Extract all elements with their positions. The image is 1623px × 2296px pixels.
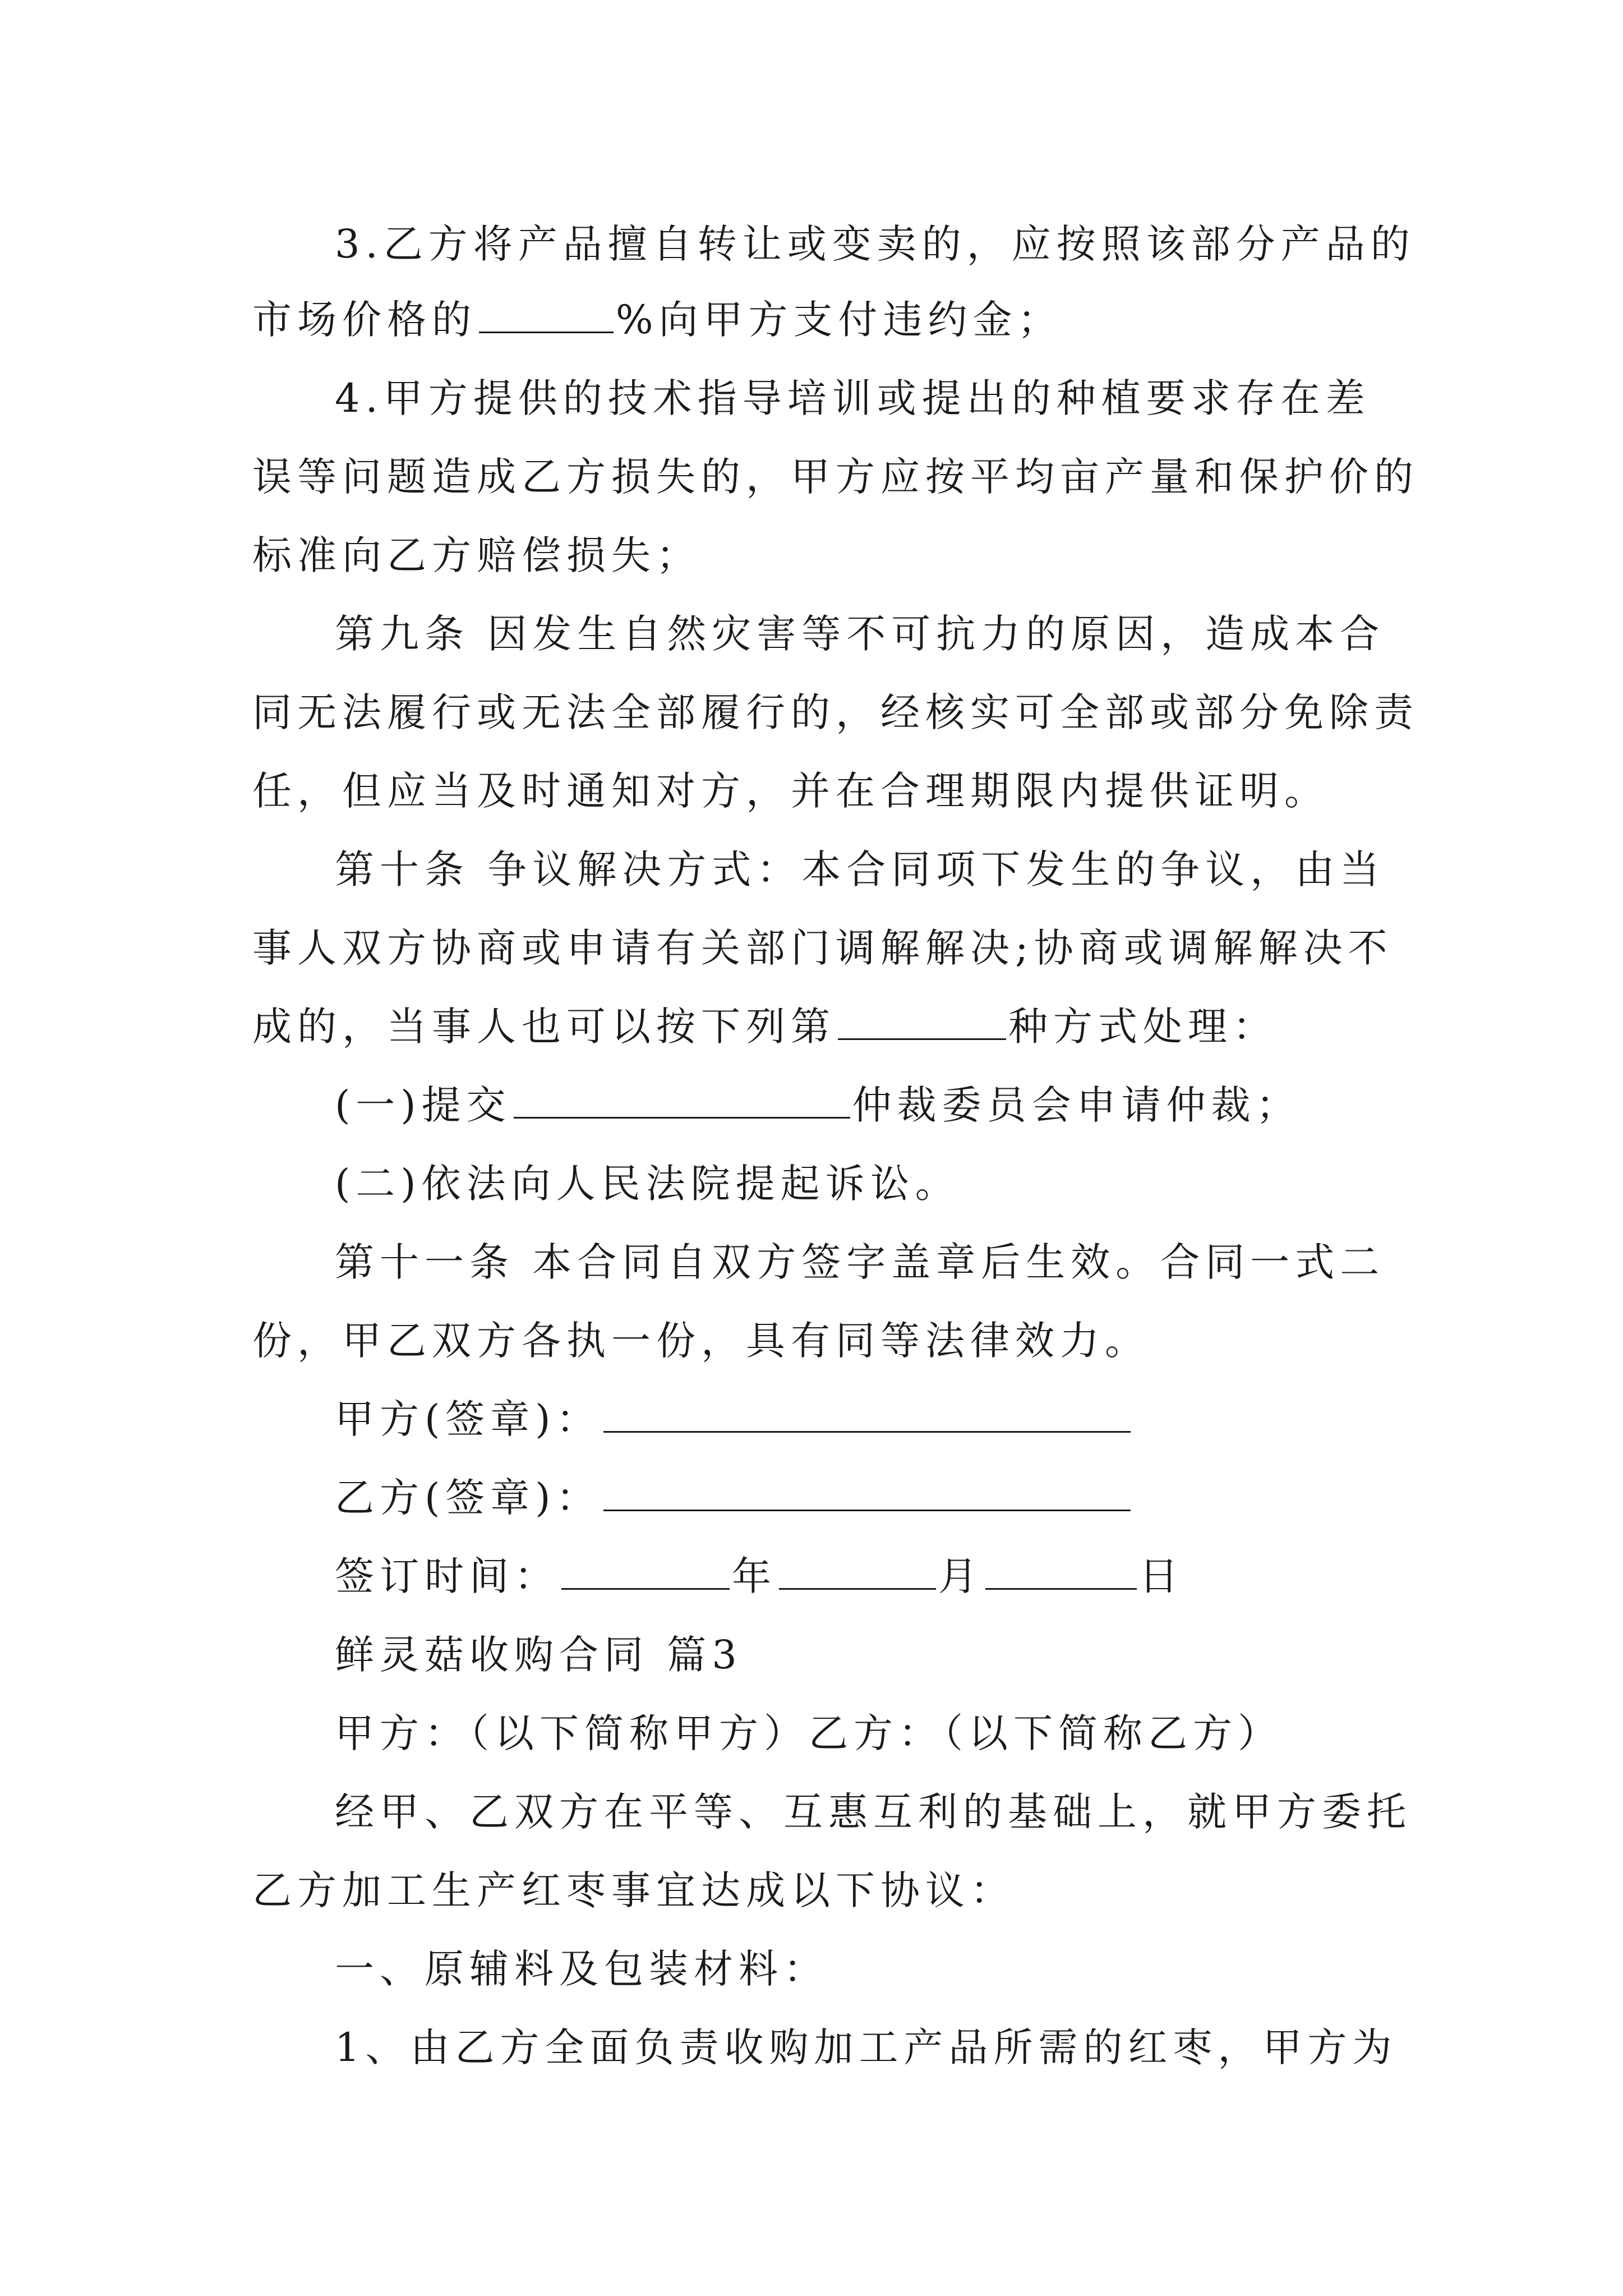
text: 经甲、乙双方在平等、互惠互利的基础上，就甲方委托 [335,1789,1412,1835]
text: 同无法履行或无法全部履行的，经核实可全部或部分免除责 [252,689,1419,735]
article-9-line-2 [0,673,1623,752]
text: 成的，当事人也可以按下列第 [252,1004,836,1050]
text: 事人双方协商或申请有关部门调解解决;协商或调解解决不 [252,925,1393,971]
article-10-line-2 [0,909,1623,987]
fill-in-blank-method [838,992,1006,1040]
fill-in-blank-arbitration [514,1071,850,1119]
fill-in-blank-percentage [479,286,614,333]
parties-line [0,1694,1623,1773]
paragraph-4-line-1 [0,359,1623,438]
text: 甲方(签章)： [335,1396,601,1442]
text: 月 [938,1553,983,1599]
agreement-intro-line-2 [0,1851,1623,1930]
text: 乙方加工生产红枣事宜达成以下协议： [252,1867,1015,1913]
section-heading [0,1616,1623,1694]
article-9-line-1 [0,595,1623,673]
article-11-line-1 [0,1223,1623,1301]
text: 第十条 争议解决方式：本合同项下发生的争议，由当 [335,846,1385,892]
article-10-line-3 [0,987,1623,1066]
text: 3.乙方将产品擅自转让或变卖的，应按照该部分产品的 [335,221,1415,267]
text: (二)依法向人民法院提起诉讼。 [335,1161,960,1207]
text: 日 [1139,1553,1184,1599]
signature-party-b [0,1458,1623,1537]
paragraph-4-line-3 [0,516,1623,595]
option-2-litigation [0,1144,1623,1223]
text: 种方式处理： [1008,1004,1278,1050]
fill-in-blank-month [779,1542,936,1590]
article-10-line-1 [0,830,1623,909]
option-1-arbitration [0,1066,1623,1144]
agreement-intro-line-1 [0,1773,1623,1851]
text: 鲜灵菇收购合同 篇3 [335,1632,743,1678]
text: 第九条 因发生自然灾害等不可抗力的原因，造成本合 [335,611,1385,657]
fill-in-blank-day [985,1542,1137,1590]
fill-in-blank-signature-a [603,1385,1131,1433]
text: 4.甲方提供的技术指导培训或提出的种植要求存在差 [335,375,1371,421]
article-9-line-3 [0,752,1623,830]
text: 份，甲乙双方各执一份，具有同等法律效力。 [252,1318,1150,1364]
text: 甲方：（以下简称甲方）乙方：（以下简称乙方） [335,1710,1283,1756]
text: 年 [732,1553,777,1599]
fill-in-blank-year [561,1542,730,1590]
text: 乙方(签章)： [335,1475,601,1521]
text: 任，但应当及时通知对方，并在合理期限内提供证明。 [252,768,1329,814]
text: 市场价格的 [252,297,477,343]
article-11-line-2 [0,1301,1623,1380]
section-1-title [0,1930,1623,2008]
text: 1、由乙方全面负责收购加工产品所需的红枣，甲方为 [335,2024,1398,2070]
text: 一、原辅料及包装材料： [335,1946,828,1992]
text: 标准向乙方赔偿损失； [252,532,701,578]
fill-in-blank-signature-b [603,1464,1131,1511]
paragraph-4-line-2 [0,438,1623,516]
text: 签订时间： [335,1553,559,1599]
item-1 [0,2008,1623,2087]
signature-party-a [0,1380,1623,1458]
signing-date [0,1537,1623,1616]
text: 仲裁委员会申请仲裁； [852,1082,1301,1128]
paragraph-3-line-2 [0,280,1623,359]
paragraph-3-line-1 [0,205,1623,283]
text: 第十一条 本合同自双方签字盖章后生效。合同一式二 [335,1239,1385,1285]
text: 误等问题造成乙方损失的，甲方应按平均亩产量和保护价的 [252,454,1419,500]
text: %向甲方支付违约金； [616,297,1063,343]
text: (一)提交 [335,1082,511,1128]
